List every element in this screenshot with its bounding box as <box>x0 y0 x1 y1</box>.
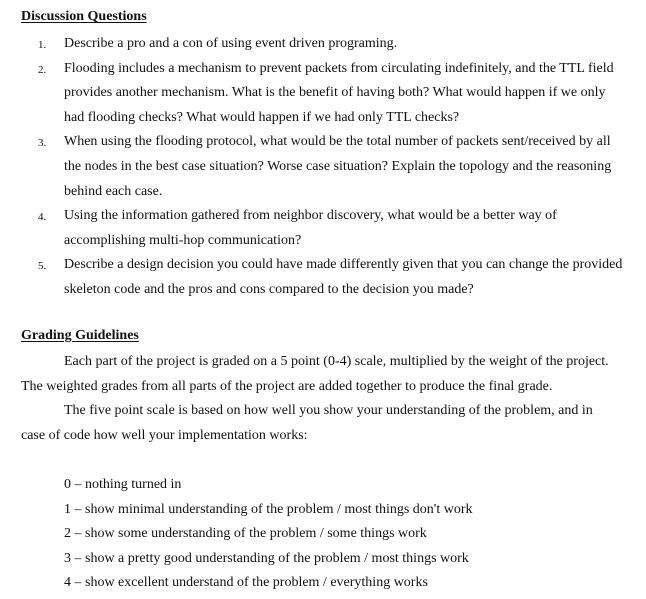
question-text: Using the information gathered from neighbor discovery, what would be a better way of accomplishing multi-hop communication? <box>64 208 557 248</box>
question-number: 3. <box>38 137 47 150</box>
question-item <box>0 130 624 204</box>
grading-guidelines-heading: Grading Guidelines <box>21 328 139 343</box>
grade-level-0: 0 – nothing turned in <box>64 477 182 492</box>
grade-level-4: 4 – show excellent understand of the problem / everything works <box>64 575 428 591</box>
question-number: 5. <box>38 260 47 273</box>
question-item <box>0 253 624 302</box>
question-number: 1. <box>38 39 47 51</box>
question-text: When using the flooding protocol, what would be the total number of packets sent/received by all the nodes in the best case situation? Worse case situation? Explain the topology and the reasoning behind each case. <box>64 134 612 199</box>
grade-level-1: 1 – show minimal understanding of the problem / most things don't work <box>64 501 473 517</box>
question-text: Describe a design decision you could have made differently given that you can change the provided skeleton code and the pros and cons compared to the decision you made? <box>64 257 623 297</box>
question-text: Describe a pro and a con of using event driven programing. <box>64 36 398 51</box>
grading-paragraph-understanding: The five point scale is based on how well you show your understanding of the problem, and in case of code how well your implementation works: <box>21 403 593 443</box>
grading-scale-list <box>64 473 624 596</box>
discussion-questions-list <box>0 32 646 303</box>
question-text: Flooding includes a mechanism to prevent packets from circulating indefinitely, and the TTL field provides another mechanism. What is the benefit of having both? What would happen if we only had flooding checks? What would happen if we had only TTL checks? <box>64 60 614 125</box>
question-number: 4. <box>38 211 47 224</box>
question-number: 2. <box>38 63 47 76</box>
grade-level-2: 2 – show some understanding of the problem / some things work <box>64 526 427 542</box>
grade-level-3: 3 – show a pretty good understanding of the problem / most things work <box>64 550 469 566</box>
discussion-questions-heading: Discussion Questions <box>21 9 147 24</box>
question-item <box>0 57 624 131</box>
grading-paragraph-scale: Each part of the project is graded on a 5 point (0-4) scale, multiplied by the weight of the project. The weighted grades from all parts of the project are added together to produce the final grade. <box>21 354 609 394</box>
question-item <box>0 32 624 57</box>
question-item <box>0 204 624 253</box>
